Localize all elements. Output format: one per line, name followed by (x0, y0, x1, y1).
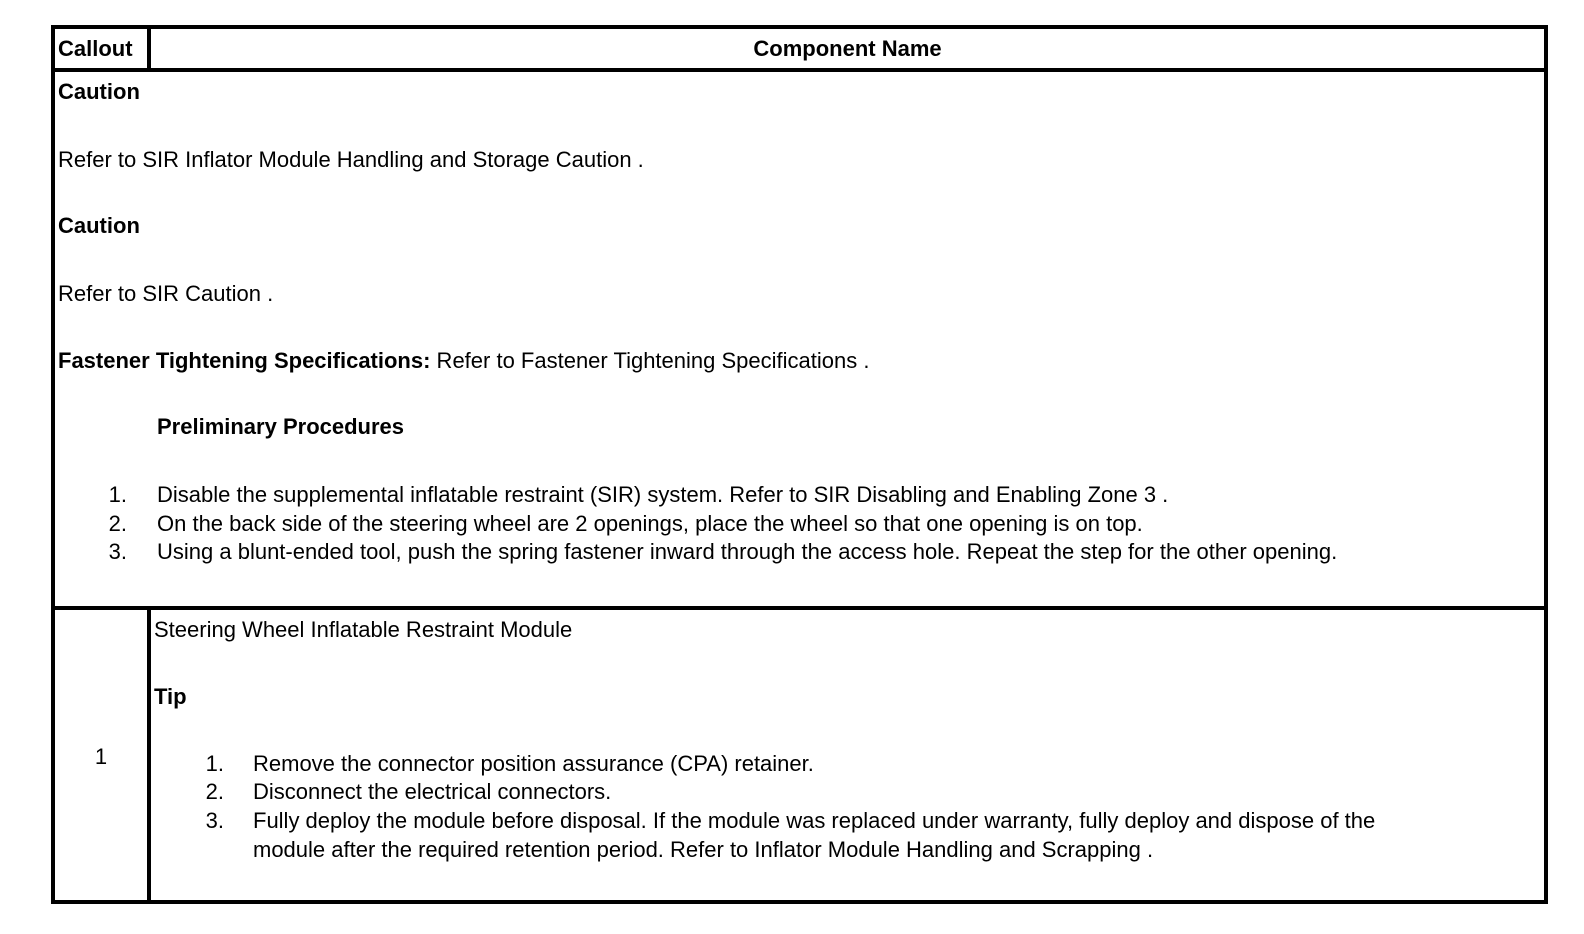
caution-text-2: Refer to SIR Caution . (58, 281, 274, 306)
tip-title: Tip (154, 684, 187, 709)
item-step-text: Remove the connector position assurance (CPA) retainer. (253, 751, 814, 776)
table-header-row (55, 29, 1544, 72)
header-callout: Callout (55, 29, 151, 68)
fastener-spec-line (58, 348, 869, 374)
preliminary-procedures-title: Preliminary Procedures (157, 414, 405, 439)
item-step-number: 2. (205, 779, 224, 804)
item-step-text: Fully deploy the module before disposal. If the module was replaced under warranty, fully deploy and dispose of the (253, 808, 1376, 833)
item-step-text-continued: module after the required retention period. Refer to Inflator Module Handling and Scrapping . (253, 837, 1154, 862)
caution-title-1: Caution (58, 79, 140, 104)
callout-cell (55, 610, 151, 900)
prelim-step-text: Using a blunt-ended tool, push the spring fastener inward through the access hole. Repeat the step for the other opening. (157, 539, 1338, 564)
caution-row (55, 72, 1544, 610)
callout-number: 1 (94, 744, 108, 769)
component-table (51, 25, 1548, 904)
component-name: Steering Wheel Inflatable Restraint Module (154, 617, 573, 642)
prelim-step-text: On the back side of the steering wheel are 2 openings, place the wheel so that one opening is on top. (157, 511, 1143, 536)
prelim-step-number: 2. (108, 511, 127, 536)
header-component-name: Component Name (753, 36, 942, 61)
component-row (55, 610, 1544, 900)
item-step-number: 3. (205, 808, 224, 833)
prelim-step-text: Disable the supplemental inflatable restraint (SIR) system. Refer to SIR Disabling and Enabling Zone 3 . (157, 482, 1169, 507)
fastener-spec-text: Refer to Fastener Tightening Specifications . (430, 348, 870, 373)
item-step-text: Disconnect the electrical connectors. (253, 779, 612, 804)
fastener-spec-label: Fastener Tightening Specifications: (58, 348, 431, 373)
prelim-step-number: 1. (108, 482, 127, 507)
caution-text-1: Refer to SIR Inflator Module Handling and Storage Caution . (58, 147, 644, 172)
prelim-step-number: 3. (108, 539, 127, 564)
item-step-number: 1. (205, 751, 224, 776)
caution-title-2: Caution (58, 213, 140, 238)
